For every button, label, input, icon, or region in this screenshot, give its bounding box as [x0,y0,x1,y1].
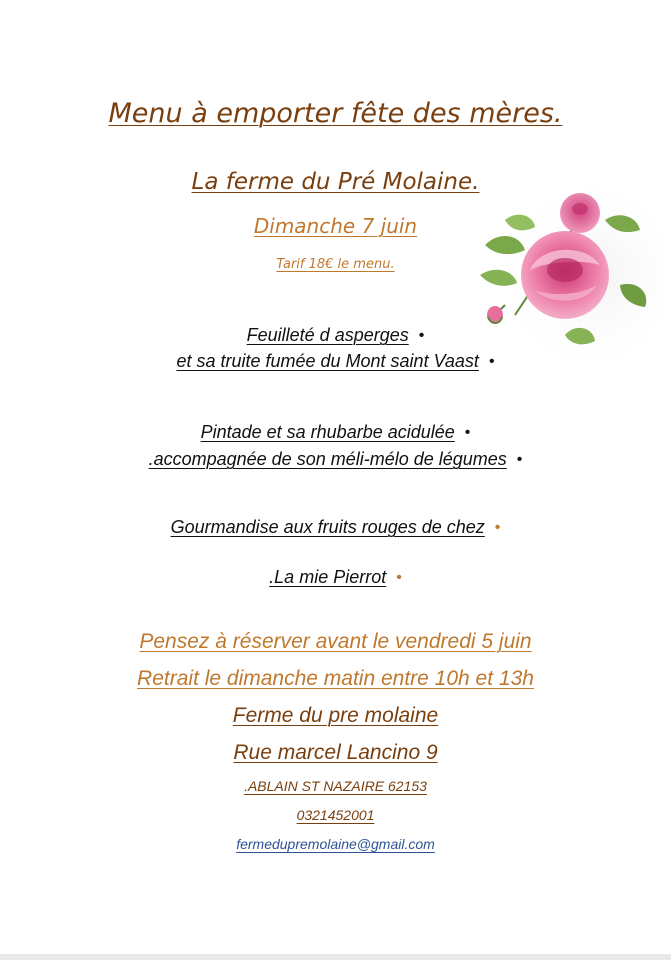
phone-number [0,807,671,823]
city-address [0,778,671,794]
street-address [0,741,671,765]
course-3-line-1 [0,517,671,538]
price-text: Tarif 18€ le menu. [276,257,395,272]
farm-address-name-text: Ferme du pre molaine [232,704,439,727]
course-2-line-2 [0,449,671,470]
menu-title [0,98,671,129]
reservation-note [0,630,671,654]
bullet-icon: • [488,353,495,371]
event-date-text: Dimanche 7 juin [253,214,418,238]
course-1-line-1-text: Feuilleté d asperges [246,325,409,345]
email-link[interactable] [0,836,671,852]
pickup-note [0,667,671,691]
course-3-line-2 [0,567,671,588]
city-address-text: .ABLAIN ST NAZAIRE 62153 [244,778,427,794]
course-3-line-1-text: Gourmandise aux fruits rouges de chez [170,517,485,537]
bullet-icon: • [516,451,523,469]
phone-number-text: 0321452001 [296,807,375,823]
street-address-text: Rue marcel Lancino 9 [233,741,438,764]
bullet-icon: • [464,424,471,442]
bullet-icon: • [494,519,501,537]
email-link-text[interactable]: fermedupremolaine@gmail.com [236,836,435,852]
farm-address-name [0,704,671,728]
menu-title-text: Menu à emporter fête des mères. [108,98,563,129]
course-1-line-2-text: et sa truite fumée du Mont saint Vaast [176,351,479,371]
course-2-line-1 [0,422,671,443]
farm-name-text: La ferme du Pré Molaine. [191,169,480,195]
pink-rose-illustration [445,165,665,375]
course-2-line-1-text: Pintade et sa rhubarbe acidulée [200,422,455,442]
bullet-icon: • [418,327,425,345]
reservation-note-text: Pensez à réserver avant le vendredi 5 juin [139,630,532,653]
page-bottom-edge [0,954,671,960]
pickup-note-text: Retrait le dimanche matin entre 10h et 13h [137,667,534,690]
bullet-icon: • [396,569,402,587]
course-2-line-2-text: .accompagnée de son méli-mélo de légumes [148,449,507,469]
course-3-line-2-text: .La mie Pierrot [269,567,387,587]
